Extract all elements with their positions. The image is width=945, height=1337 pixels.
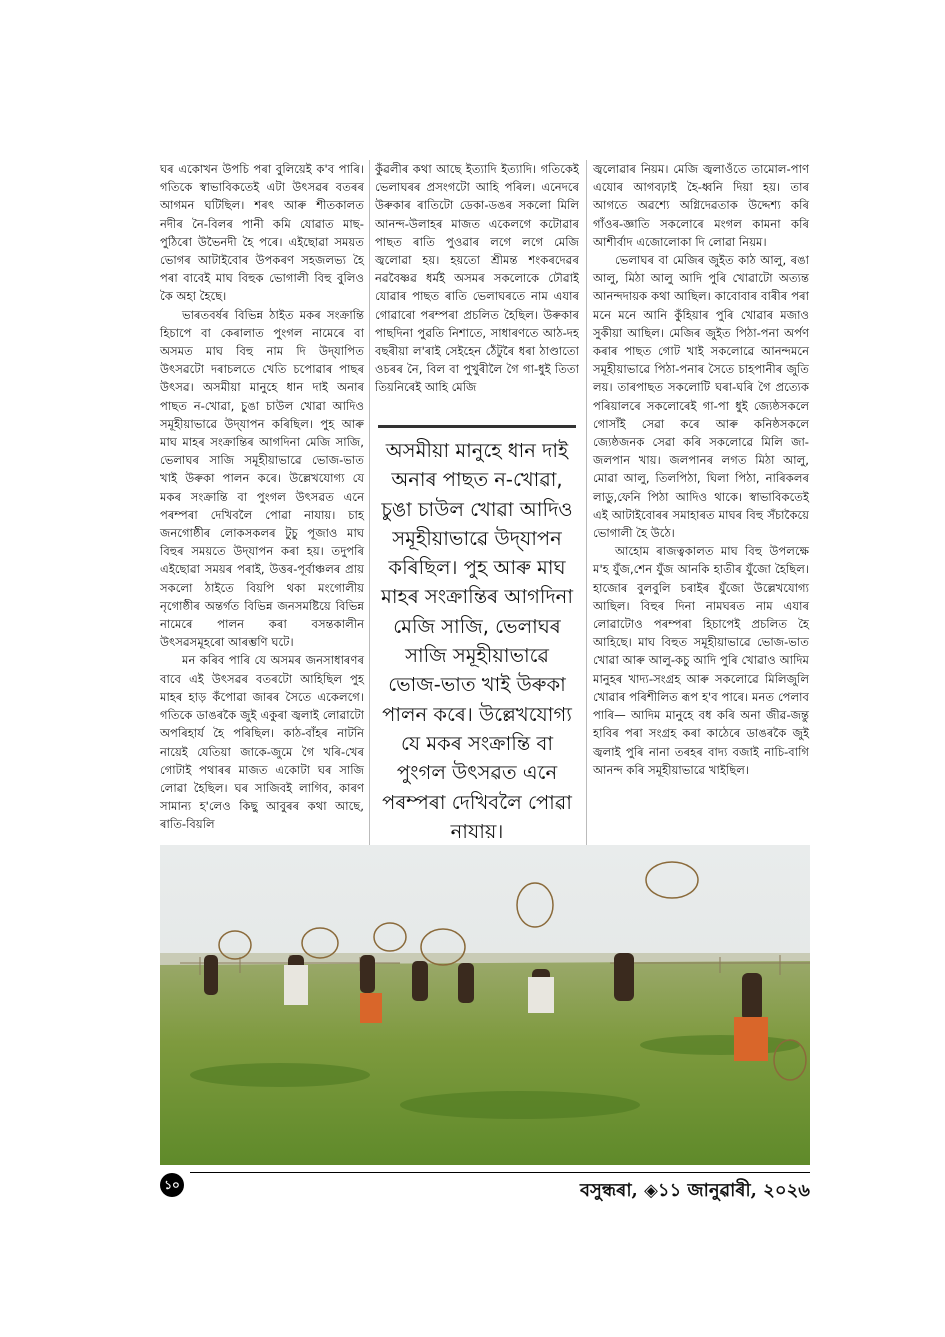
paragraph: মন কৰিব পাৰি যে অসমৰ জনসাধাৰণৰ বাবে এই উৎসৱৰ বতৰটো আহিছিল পুহ মাহৰ হাড় কঁপোৱা জাৰৰ সৈতে একেলগে। গতিকে ডাঙৰকৈ জুই একুৰা জ্বলাই লোৱাটো অপৰিহাৰ্য হৈ পৰিছিল। কাঠ-বাঁহৰ নাটনি নায়েই যেতিয়া জাকে-জুমে গৈ খৰি-খেৰ গোটাই পথাৰৰ মাজত একোটা ঘৰ সাজি লোৱা হৈছিল। ঘৰ সাজিবই লাগিব, কাৰণ সামান্য হ'লেও কিছু আবুৰৰ কথা আছে, ৰাতি-বিয়লি xyxy=(160,653,364,832)
paragraph: ভাৰতবৰ্ষৰ বিভিন্ন ঠাইত মকৰ সংক্ৰান্তি হিচাপে বা কেৰালাত পুংগল নামেৰে বা অসমত মাঘ বিহু নাম দি উদ্‌যাপিত উৎসৱটো দৰাচলতে খেতি চপোৱাৰ পাছৰ উৎসৱ। অসমীয়া মানুহে ধান দাই অনাৰ পাছত ন-খোৱা, চুঙা চাউল খোৱা আদিও সমূহীয়াভাৱে উদ্‌যাপন কৰিছিল। পুহ আৰু মাঘ মাহৰ সংক্ৰান্তিৰ আগদিনা মেজি সাজি, ভেলাঘৰ সাজি সমূহীয়াভাৱে ভোজ-ভাত খাই উৰুকা পালন কৰে। উল্লেখযোগ্য যে মকৰ সংক্ৰান্তি বা পুংগল উৎসৱত এনে পৰম্পৰা দেখিবলৈ পোৱা নাযায়। চাহ জনগোষ্ঠীৰ লোকসকলৰ টুচু পূজাও মাঘ বিহুৰ সময়তে উদ্‌যাপন কৰা হয়। তদুপৰি এইছোৱা সময়ৰ পৰাই, উত্তৰ-পূৰ্বাঞ্চলৰ প্ৰায় সকলো ঠাইতে বিয়পি থকা মংগোলীয় নৃগোষ্ঠীৰ অন্তৰ্গত বিভিন্ন জনসমষ্টিয়ে বিভিন্ন নামেৰে পালন কৰা বসন্তকালীন উৎসৱসমূহৰো আৰম্ভণি ঘটে। xyxy=(160,307,364,650)
page-number: ১০ xyxy=(160,1173,184,1197)
article-column-1 xyxy=(160,160,364,834)
paragraph: আহোম ৰাজত্বকালত মাঘ বিহু উপলক্ষে ম'হ যুঁজ,শেন যুঁজ আনকি হাতীৰ যুঁজো হৈছিল। হাজোৰ বুলবুলি চৰাইৰ যুঁজো উল্লেখযোগ্য আছিল। বিহুৰ দিনা নামঘৰত নাম এযাৰ লোৱাটোও পৰম্পৰা হিচাপেই প্ৰচলিত হৈ আহিছে। মাঘ বিহুত সমূহীয়াভাৱে ভোজ-ভাত খোৱা আৰু আলু-কচু আদি পুৰি খোৱাও আদিম মানুহৰ খাদ্য-সংগ্ৰহ আৰু সকলোৱে মিলিজুলি খোৱাৰ পৰিশীলিত ৰূপ হ'ব পাৰে। মনত পেলাব পাৰি— আদিম মানুহে বধ কৰি অনা জীৱ-জন্তু হাবিৰ পৰা সংগ্ৰহ কৰা কাঠেৰে ডাঙৰকৈ জুই জ্বলাই পুৰি নানা তৰহৰ বাদ্য বজাই নাচি-বাগি আনন্দ কৰি সমূহীয়াভাৱে খাইছিল। xyxy=(593,544,809,777)
paragraph: ভেলাঘৰ বা মেজিৰ জুইত কাঠ আলু, ৰঙা আলু, মিঠা আলু আদি পুৰি খোৱাটো অত্যন্ত আনন্দদায়ক কথা আছিল। কাবোবাৰ বাৰীৰ পৰা মনে মনে আনি কুঁহিয়াৰ পুৰি খোৱাৰ মজাও সুকীয়া আছিল। মেজিৰ জুইত পিঠা-পনা অৰ্পণ কৰাৰ পাছত গোট খাই সকলোৱে আনন্দমনে সমূহীয়াভাৱে পিঠা-পনাৰ সৈতে চাহপানীৰ জুতি লয়। তাৰপাছত সকলোটি ঘৰা-ঘৰি গৈ প্ৰত্যেক পৰিয়ালৰে সকলোৰেই গা-পা ধুই জ্যেষ্ঠসকলে গোসাঁই সেৱা কৰে আৰু কনিষ্ঠসকলে জ্যেষ্ঠজনক সেৱা কৰি সকলোৱে মিলি জা-জলপান খায়। জলপানৰ লগত মিঠা আলু, মোৱা আলু, তিলপিঠা, ঘিলা পিঠা, নাৰিকলৰ লাডু,ফেনি পিঠা আদিও থাকে। স্বাভাবিকতেই এই আটাইবোৰৰ সমাহাৰত মাঘৰ বিহু সঁচাকৈয়ে ভোগালী হৈ উঠে। xyxy=(593,253,809,541)
bihu-fishing-photo xyxy=(160,845,810,1165)
column-divider xyxy=(369,160,370,860)
pull-quote: অসমীয়া মানুহে ধান দাই অনাৰ পাছত ন-খোৱা, চুঙা চাউল খোৱা আদিও সমূহীয়াভাৱে উদ্‌যাপন কৰিছিল। পুহ আৰু মাঘ মাহৰ সংক্ৰান্তিৰ আগদিনা মেজি সাজি, ভেলাঘৰ সাজি সমূহীয়াভাৱে ভোজ-ভাত খাই উৰুকা পালন কৰে। উল্লেখযোগ্য যে মকৰ সংক্ৰান্তি বা পুংগল উৎসৱত এনে পৰম্পৰা দেখিবলৈ পোৱা নাযায়। xyxy=(378,425,576,866)
column-divider xyxy=(586,160,587,860)
paragraph: ঘৰ একোখন উপচি পৰা বুলিয়েই ক'ব পাৰি। গতিকে স্বাভাবিকতেই এটা উৎসৱৰ বতৰৰ আগমন ঘটিছিল। শৰৎ আৰু শীতকালত নদীৰ নৈ-বিলৰ পানী কমি যোৱাত মাছ-পুঠিৰো উভৈনদী হৈ পৰে। এইছোৱা সময়ত ভোগৰ আটাইবোৰ উপকৰণ সহজলভ্য হৈ পৰা বাবেই মাঘ বিহুক ভোগালী বিহু বুলিও কৈ অহা হৈছে। xyxy=(160,162,364,304)
publication-info: বসুন্ধৰা, ◈১১ জানুৱাৰী, ২০২৬ xyxy=(580,1180,810,1201)
footer-rule xyxy=(190,1172,810,1173)
paragraph: কুঁৱলীৰ কথা আছে ইত্যাদি ইত্যাদি। গতিকেই ভেলাঘৰৰ প্ৰসংগটো আহি পৰিল। এনেদৰে উৰুকাৰ ৰাতিটো ডেকা-ডঙৰ সকলো মিলি আনন্দ-উলাহৰ মাজত একেলগে কটোৱাৰ পাছত ৰাতি পুওৱাৰ লগে লগে মেজি জ্বলোৱা হয়। হয়তো শ্ৰীমন্ত শংকৰদেৱৰ নৱবৈষ্ণৱ ধৰ্মই অসমৰ সকলোকে ঢৌৱাই যোৱাৰ পাছত ৰাতি ভেলাঘৰতে নাম এযাৰ গোৱাৰো পৰম্পৰা প্ৰচলিত হৈছিল। উৰুকাৰ পাছদিনা পুৱতি নিশাতে, সাধাৰণতে আঠ-দহ বছৰীয়া ল'ৰাই সেইহেন ঠেঁটুৰৈ ধৰা ঠাণ্ডাতো ওচৰৰ নৈ, বিল বা পুখুৰীলৈ গৈ গা-ধুই তিতা তিয়নিৰেই আহি মেজি xyxy=(375,162,579,395)
article-column-2 xyxy=(375,160,579,422)
paragraph: জ্বলোৱাৰ নিয়ম। মেজি জ্বলাওঁতে তামোল-পাণ এযোৰ আগবঢ়াই হৈ-ধ্বনি দিয়া হয়। তাৰ আগতে অৱশ্যে অগ্নিদেৱতাক উদ্দেশ্য কৰি গাঁওৰ-জ্ঞাতি সকলোৰে মংগল কামনা কৰি আশীৰ্বাদ এজোলোকা দি লোৱা নিয়ম। xyxy=(593,162,809,249)
article-column-3 xyxy=(593,160,809,779)
